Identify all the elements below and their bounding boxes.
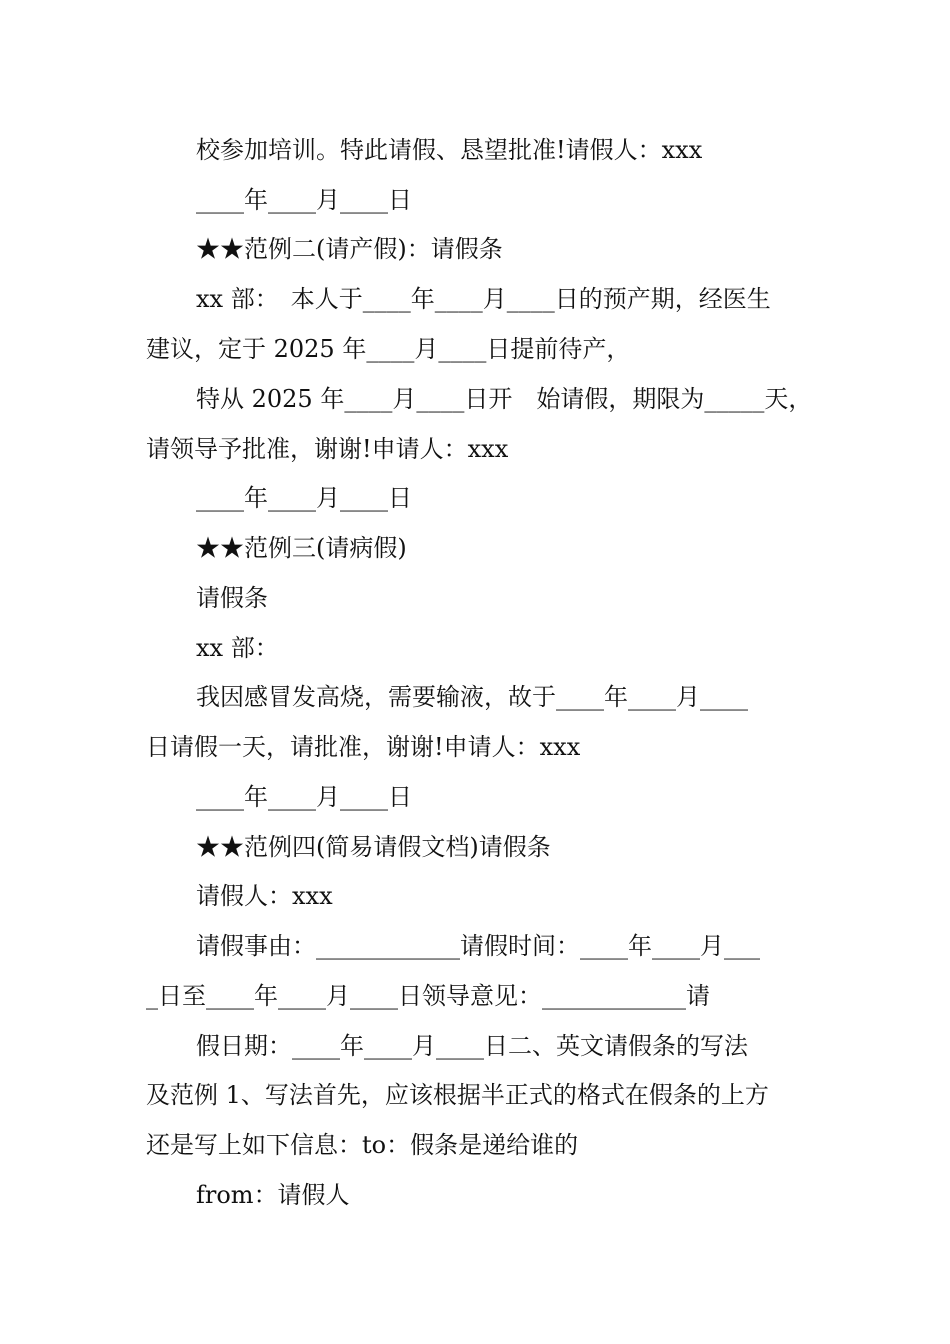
period-line: _日至____年____月____日领导意见：____________请 [146,982,710,1010]
text-line-12: 我因感冒发高烧，需要输液，故于____年____月____ [196,683,748,711]
text-line-22: from：请假人 [196,1181,350,1209]
example-3-heading: ★★范例三(请病假) [196,534,407,562]
applicant-line: 请假人：xxx [196,882,333,910]
leave-note-title: 请假条 [196,584,268,612]
addressee-line: xx 部： [196,634,279,662]
date-line-3: ____年____月____日 [196,783,412,811]
text-line-5: 建议，定于 2025 年____月____日提前待产， [146,335,631,363]
text-line-1: 校参加培训。特此请假、恳望批准!请假人：xxx [196,136,703,164]
date-line-2: ____年____月____日 [196,484,412,512]
example-2-heading: ★★范例二(请产假)：请假条 [196,235,503,263]
reason-line: 请假事由：____________请假时间：____年____月___ [196,932,760,960]
date-line-1: ____年____月____日 [196,186,412,214]
text-line-20: 及范例 1、写法首先，应该根据半正式的格式在假条的上方 [146,1081,769,1109]
text-line-4: xx 部： 本人于____年____月____日的预产期，经医生 [196,285,771,313]
example-4-heading: ★★范例四(简易请假文档)请假条 [196,833,551,861]
text-line-13: 日请假一天，请批准，谢谢!申请人：xxx [146,733,581,761]
text-line-7: 请领导予批准，谢谢!申请人：xxx [146,435,509,463]
text-line-6: 特从 2025 年____月____日开 始请假，期限为_____天， [196,385,813,413]
text-line-21: 还是写上如下信息：to：假条是递给谁的 [146,1131,579,1159]
text-line-19: 假日期：____年____月____日二、英文请假条的写法 [196,1032,748,1060]
